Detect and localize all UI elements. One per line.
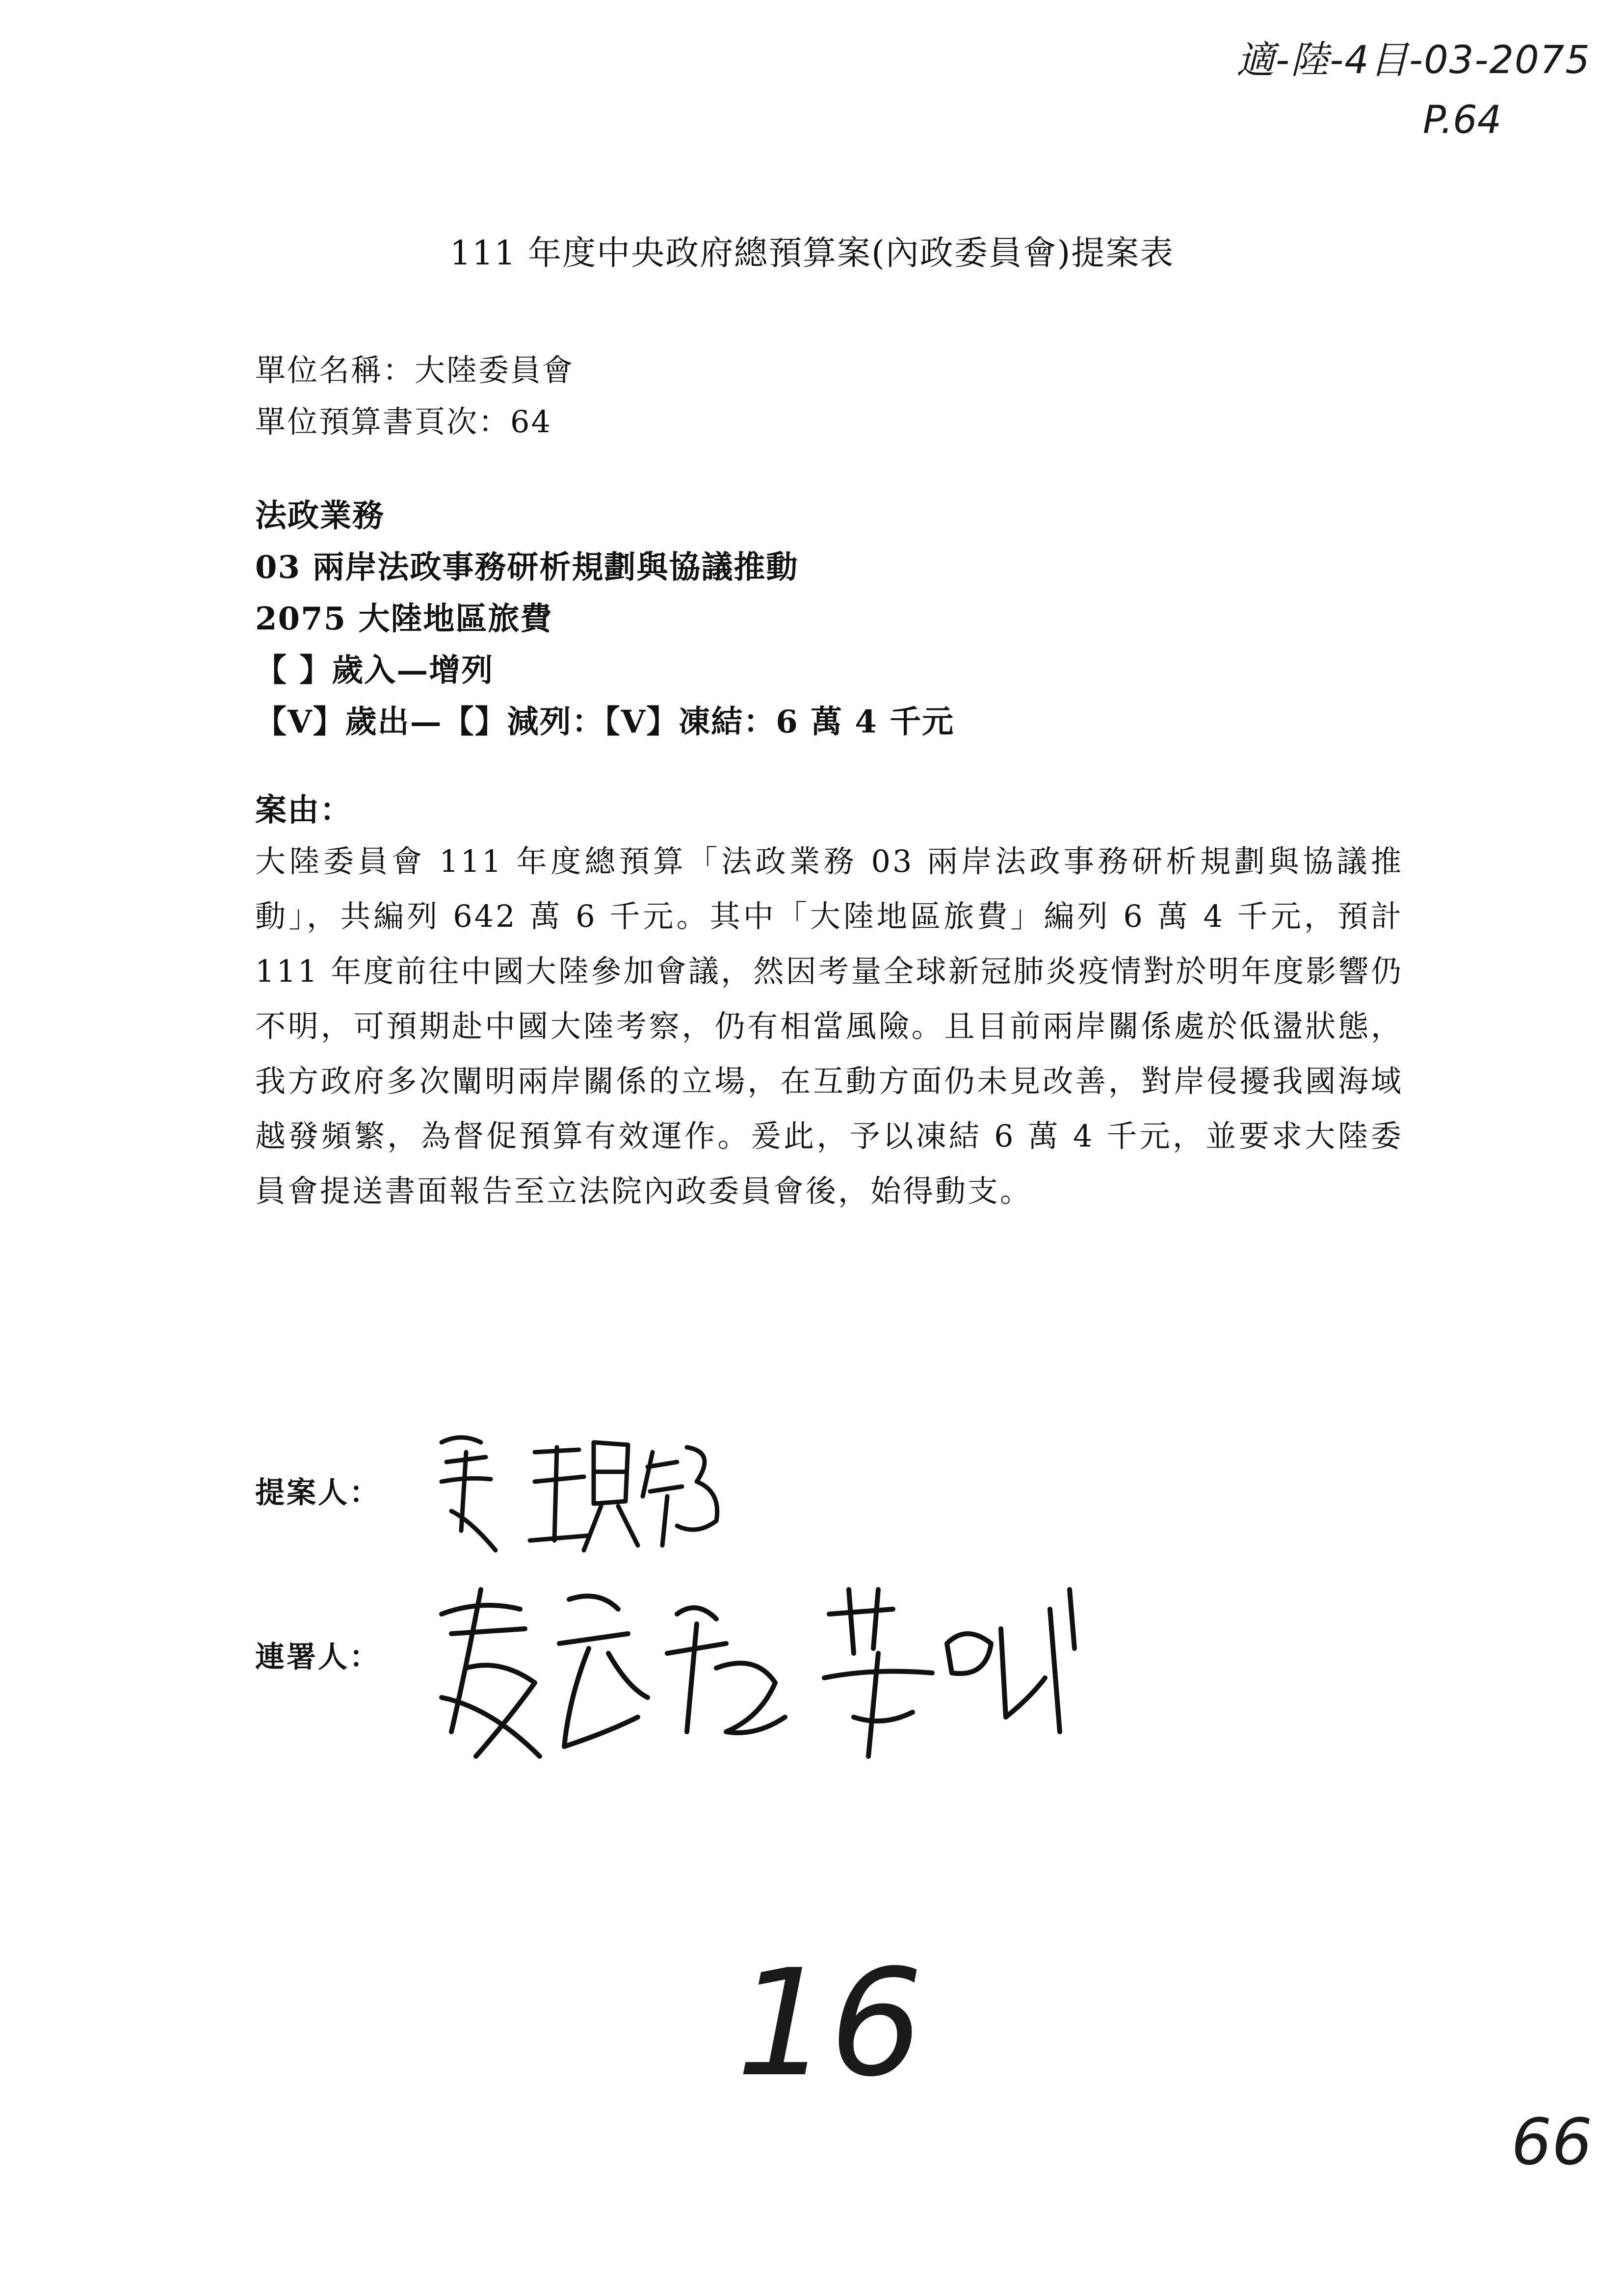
category-item: 2075 大陸地區旅費 — [255, 600, 553, 637]
category-revenue-line: 【 】歲入—增列 — [255, 652, 494, 689]
category-expenditure-line: 【V】歲出—【】減列：【V】凍結：6 萬 4 千元 — [255, 704, 955, 740]
handwritten-reference-code: 適-陸-4目-03-2075 — [1236, 38, 1591, 82]
category-business: 法政業務 — [255, 497, 385, 534]
category-work-plan: 03 兩岸法政事務研析規劃與協議推動 — [255, 549, 799, 586]
unit-name: 單位名稱：大陸委員會 — [255, 352, 575, 388]
handwritten-corner-number: 66 — [1511, 2105, 1593, 2179]
cosigner-label: 連署人： — [255, 1640, 381, 1674]
proposer-label: 提案人： — [255, 1476, 381, 1510]
handwritten-reference-page: P.64 — [1423, 98, 1502, 142]
document-title: 111 年度中央政府總預算案(內政委員會)提案表 — [449, 234, 1175, 273]
cosigner-signature — [422, 1570, 1187, 1776]
unit-budget-page: 單位預算書頁次：64 — [255, 404, 552, 440]
proposer-signature — [422, 1423, 736, 1570]
handwritten-page-number: 16 — [736, 1938, 923, 2109]
reason-label: 案由： — [255, 792, 352, 829]
reason-body: 大陸委員會 111 年度總預算「法政業務 03 兩岸法政事務研析規劃與協議推動」，共編列 642 萬 6 千元。其中「大陸地區旅費」編列 6 萬 4 千元，預計 111 年度前往中國大陸參加會議，然因考量全球新冠肺炎疫情對於明年度影響仍不明，可預期赴中國大陸考察，仍有相當風險。且目前兩岸關係處於低盪狀態，我方政府多次闡明兩岸關係的立場，在互動方面仍未見改善，對岸侵擾我國海域越發頻繁，為督促預算有效運作。爰此，予以凍結 6 萬 4 千元，並要求大陸委員會提送書面報告至立法院內政委員會後，始得動支。 — [255, 843, 1403, 1209]
